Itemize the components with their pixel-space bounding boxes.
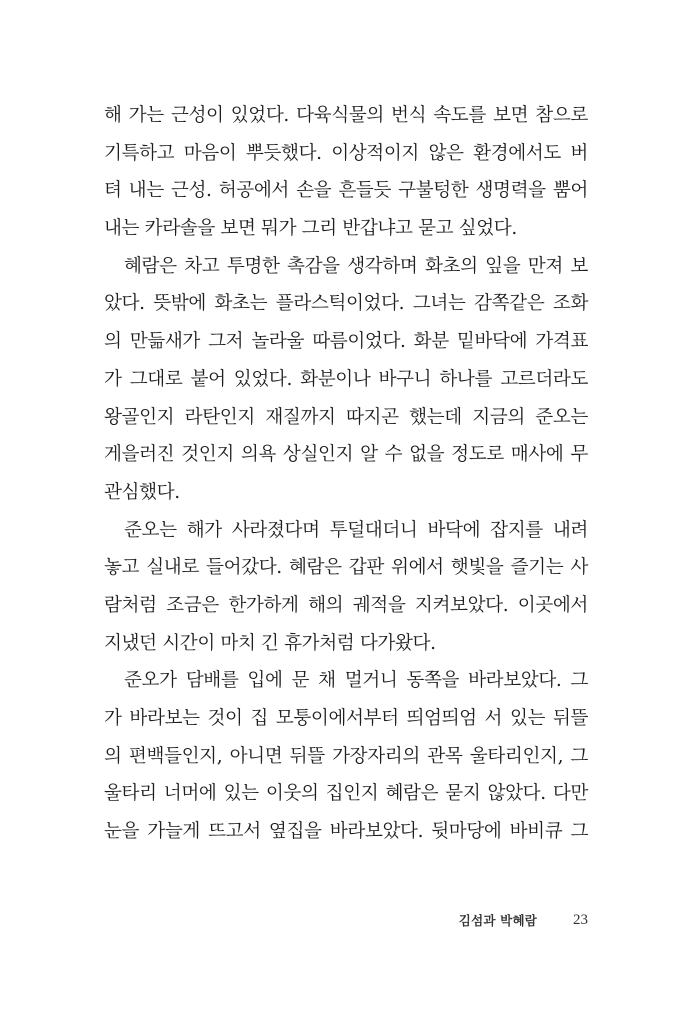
body-text [104, 101, 588, 855]
text-line: 내는 카라솔을 보면 뭐가 그리 반갑냐고 묻고 싶었다. [104, 218, 517, 240]
text-line: 게을러진 것인지 의욕 상실인지 알 수 없을 정도로 매사에 무 [104, 444, 588, 466]
text-line: 텨 내는 근성. 허공에서 손을 흔들듯 구불텅한 생명력을 뿜어 [104, 180, 588, 202]
running-head: 김섬과 박혜람 [458, 913, 537, 928]
text-line: 놓고 실내로 들어갔다. 혜람은 갑판 위에서 햇빛을 즐기는 사 [104, 557, 588, 579]
text-line: 기특하고 마음이 뿌듯했다. 이상적이지 않은 환경에서도 버 [104, 142, 588, 164]
text-line: 의 편백들인지, 아니면 뒤뜰 가장자리의 관목 울타리인지, 그 [104, 745, 588, 767]
text-line: 의 만듦새가 그저 놀라울 따름이었다. 화분 밑바닥에 가격표 [104, 331, 588, 353]
text-line: 관심했다. [104, 481, 180, 503]
paragraph-first-line: 준오가 담배를 입에 문 채 멀거니 동쪽을 바라보았다. 그 [124, 670, 588, 692]
text-line: 왕골인지 라탄인지 재질까지 따지곤 했는데 지금의 준오는 [104, 406, 588, 428]
text-line: 지냈던 시간이 마치 긴 휴가처럼 다가왔다. [104, 632, 436, 654]
text-line: 해 가는 근성이 있었다. 다육식물의 번식 속도를 보면 참으로 [104, 105, 588, 126]
paragraph-first-line: 준오는 해가 사라졌다며 투덜대더니 바닥에 잡지를 내려 [124, 519, 588, 541]
text-line: 울타리 너머에 있는 이웃의 집인지 혜람은 묻지 않았다. 다만 [104, 783, 588, 805]
text-line: 람처럼 조금은 한가하게 해의 궤적을 지켜보았다. 이곳에서 [104, 594, 588, 616]
page-footer [440, 908, 588, 932]
page-number: 23 [573, 911, 588, 928]
paragraph-first-line: 혜람은 차고 투명한 촉감을 생각하며 화초의 잎을 만져 보 [124, 255, 588, 277]
text-line: 가 바라보는 것이 집 모퉁이에서부터 띄엄띄엄 서 있는 뒤뜰 [104, 708, 588, 729]
text-line: 가 그대로 붙어 있었다. 화분이나 바구니 하나를 고르더라도 [104, 368, 588, 390]
text-line: 눈을 가늘게 뜨고서 옆집을 바라보았다. 뒷마당에 바비큐 그 [104, 821, 588, 843]
text-line: 았다. 뜻밖에 화초는 플라스틱이었다. 그녀는 감쪽같은 조화 [104, 293, 588, 315]
